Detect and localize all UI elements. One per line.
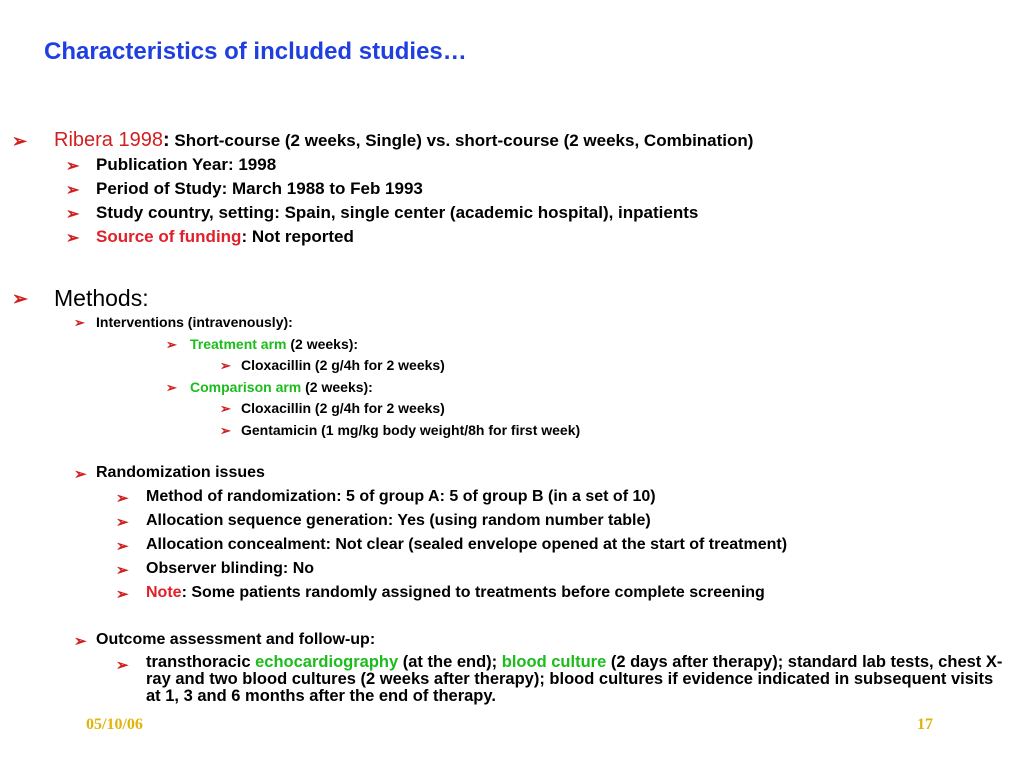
- slide-title: Characteristics of included studies…: [44, 38, 467, 65]
- study-header: [54, 129, 753, 152]
- bullet-arrow-icon: ➢: [166, 380, 177, 395]
- study-item: Study country, setting: Spain, single center (academic hospital), inpatients: [96, 203, 699, 222]
- funding-value: : Not reported: [241, 227, 354, 246]
- bullet-arrow-icon: ➢: [12, 289, 28, 310]
- randomization-item: Method of randomization: 5 of group A: 5 of group B (in a set of 10): [146, 488, 656, 505]
- bullet-arrow-icon: ➢: [66, 182, 80, 199]
- bullet-arrow-icon: ➢: [116, 538, 129, 555]
- comparison-item: Gentamicin (1 mg/kg body weight/8h for first week): [241, 422, 581, 438]
- bullet-arrow-icon: ➢: [220, 401, 231, 416]
- bullet-arrow-icon: ➢: [66, 230, 80, 247]
- bullet-arrow-icon: ➢: [116, 490, 129, 507]
- study-colon: :: [162, 129, 170, 151]
- study-name: Ribera 1998: [54, 129, 163, 151]
- note-line: [146, 584, 765, 602]
- comparison-arm-label: Comparison arm: [190, 379, 302, 395]
- study-item: Publication Year: 1998: [96, 155, 277, 174]
- echocardiography-term: echocardiography: [255, 653, 399, 671]
- note-label: Note: [146, 584, 182, 601]
- bullet-arrow-icon: ➢: [116, 562, 129, 579]
- treatment-item: Cloxacillin (2 g/4h for 2 weeks): [241, 357, 445, 373]
- bullet-arrow-icon: ➢: [74, 466, 87, 483]
- funding-line: [96, 227, 354, 247]
- footer-date: 05/10/06: [86, 716, 143, 733]
- treatment-arm-line: [190, 336, 358, 352]
- funding-label: Source of funding: [96, 227, 242, 246]
- randomization-item: Allocation sequence generation: Yes (using random number table): [146, 512, 651, 529]
- note-text: : Some patients randomly assigned to treatments before complete screening: [181, 584, 765, 601]
- methods-heading: Methods:: [54, 285, 149, 311]
- outcome-rest: (2 days after therapy); standard lab tests, chest X-ray and two blood cultures (2 weeks after therapy); blood cultures if evidence indicated in subsequent visits at 1, 3 and 6 months after the end of therapy.: [146, 653, 1003, 705]
- randomization-heading: Randomization issues: [96, 464, 265, 481]
- bullet-arrow-icon: ➢: [66, 206, 80, 223]
- outcome-description: [146, 654, 1008, 705]
- interventions-heading: Interventions (intravenously):: [96, 314, 293, 330]
- bullet-arrow-icon: ➢: [166, 337, 177, 352]
- comparison-arm-detail: (2 weeks):: [301, 379, 373, 395]
- bullet-arrow-icon: ➢: [116, 586, 129, 603]
- bullet-arrow-icon: ➢: [12, 131, 28, 151]
- bullet-arrow-icon: ➢: [220, 423, 231, 438]
- bullet-arrow-icon: ➢: [66, 158, 80, 175]
- page-number: 17: [917, 716, 933, 733]
- bullet-arrow-icon: ➢: [116, 657, 129, 674]
- treatment-arm-label: Treatment arm: [190, 336, 287, 352]
- randomization-item: Allocation concealment: Not clear (sealed envelope opened at the start of treatment): [146, 536, 788, 553]
- bullet-arrow-icon: ➢: [74, 315, 85, 330]
- treatment-arm-detail: (2 weeks):: [286, 336, 359, 352]
- bullet-arrow-icon: ➢: [116, 514, 129, 531]
- outcome-mid: (at the end);: [398, 653, 502, 671]
- randomization-item: Observer blinding: No: [146, 560, 315, 577]
- outcome-heading: Outcome assessment and follow-up:: [96, 631, 376, 648]
- bullet-arrow-icon: ➢: [220, 358, 231, 373]
- bullet-arrow-icon: ➢: [74, 633, 87, 650]
- comparison-item: Cloxacillin (2 g/4h for 2 weeks): [241, 400, 445, 416]
- blood-culture-term: blood culture: [501, 653, 607, 671]
- study-item: Period of Study: March 1988 to Feb 1993: [96, 179, 423, 198]
- comparison-arm-line: [190, 379, 373, 395]
- study-description: Short-course (2 weeks, Single) vs. short-course (2 weeks, Combination): [169, 131, 754, 150]
- outcome-prefix: transthoracic: [146, 653, 256, 671]
